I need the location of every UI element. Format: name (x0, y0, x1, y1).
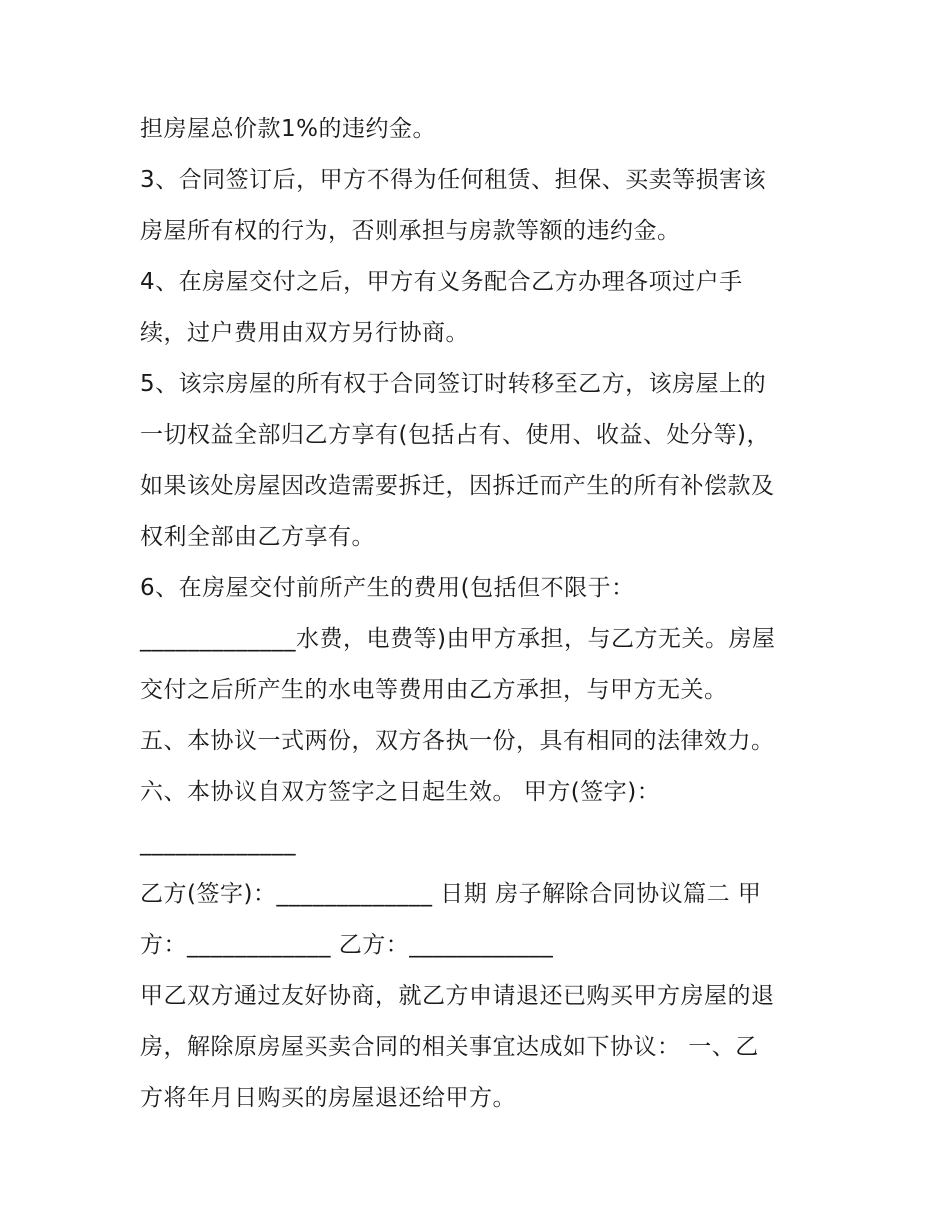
text-line: 六、本协议自双方签字之日起生效。 甲方(签字)： (140, 779, 661, 805)
text-line: 3、合同签订后，甲方不得为任何租赁、担保、买卖等损害该 (140, 167, 767, 193)
text-line: 续，过户费用由双方另行协商。 (140, 320, 469, 346)
text-line: 交付之后所产生的水电等费用由乙方承担，与甲方无关。 (140, 677, 728, 703)
text-line: 4、在房屋交付之后，甲方有义务配合乙方办理各项过户手 (140, 269, 743, 295)
text-line: 方将年月日购买的房屋退还给甲方。 (140, 1085, 516, 1111)
text-line: 6、在房屋交付前所产生的费用(包括但不限于： (140, 575, 635, 601)
text-line: 方：____________ 乙方：____________ (140, 932, 554, 958)
text-line: 甲乙双方通过友好协商，就乙方申请退还已购买甲方房屋的退 (140, 983, 775, 1009)
text-line: 一切权益全部归乙方享有(包括占有、使用、收益、处分等)， (140, 422, 770, 448)
text-line: 如果该处房屋因改造需要拆迁，因拆迁而产生的所有补偿款及 (140, 473, 775, 499)
text-line: 五、本协议一式两份，双方各执一份，具有相同的法律效力。 (140, 728, 775, 754)
text-line: _____________水费，电费等)由甲方承担，与乙方无关。房屋 (140, 626, 776, 652)
text-line: 担房屋总价款1%的违约金。 (140, 116, 436, 142)
text-line: 房，解除原房屋买卖合同的相关事宜达成如下协议： 一、乙 (140, 1034, 759, 1060)
text-line: _____________ (140, 830, 296, 856)
document-body (140, 104, 820, 1124)
text-line: 5、该宗房屋的所有权于合同签订时转移至乙方，该房屋上的 (140, 371, 767, 397)
text-line: 权利全部由乙方享有。 (140, 524, 375, 550)
text-line: 房屋所有权的行为，否则承担与房款等额的违约金。 (140, 218, 681, 244)
text-line: 乙方(签字)：_____________ 日期 房子解除合同协议篇二 甲 (140, 881, 762, 907)
